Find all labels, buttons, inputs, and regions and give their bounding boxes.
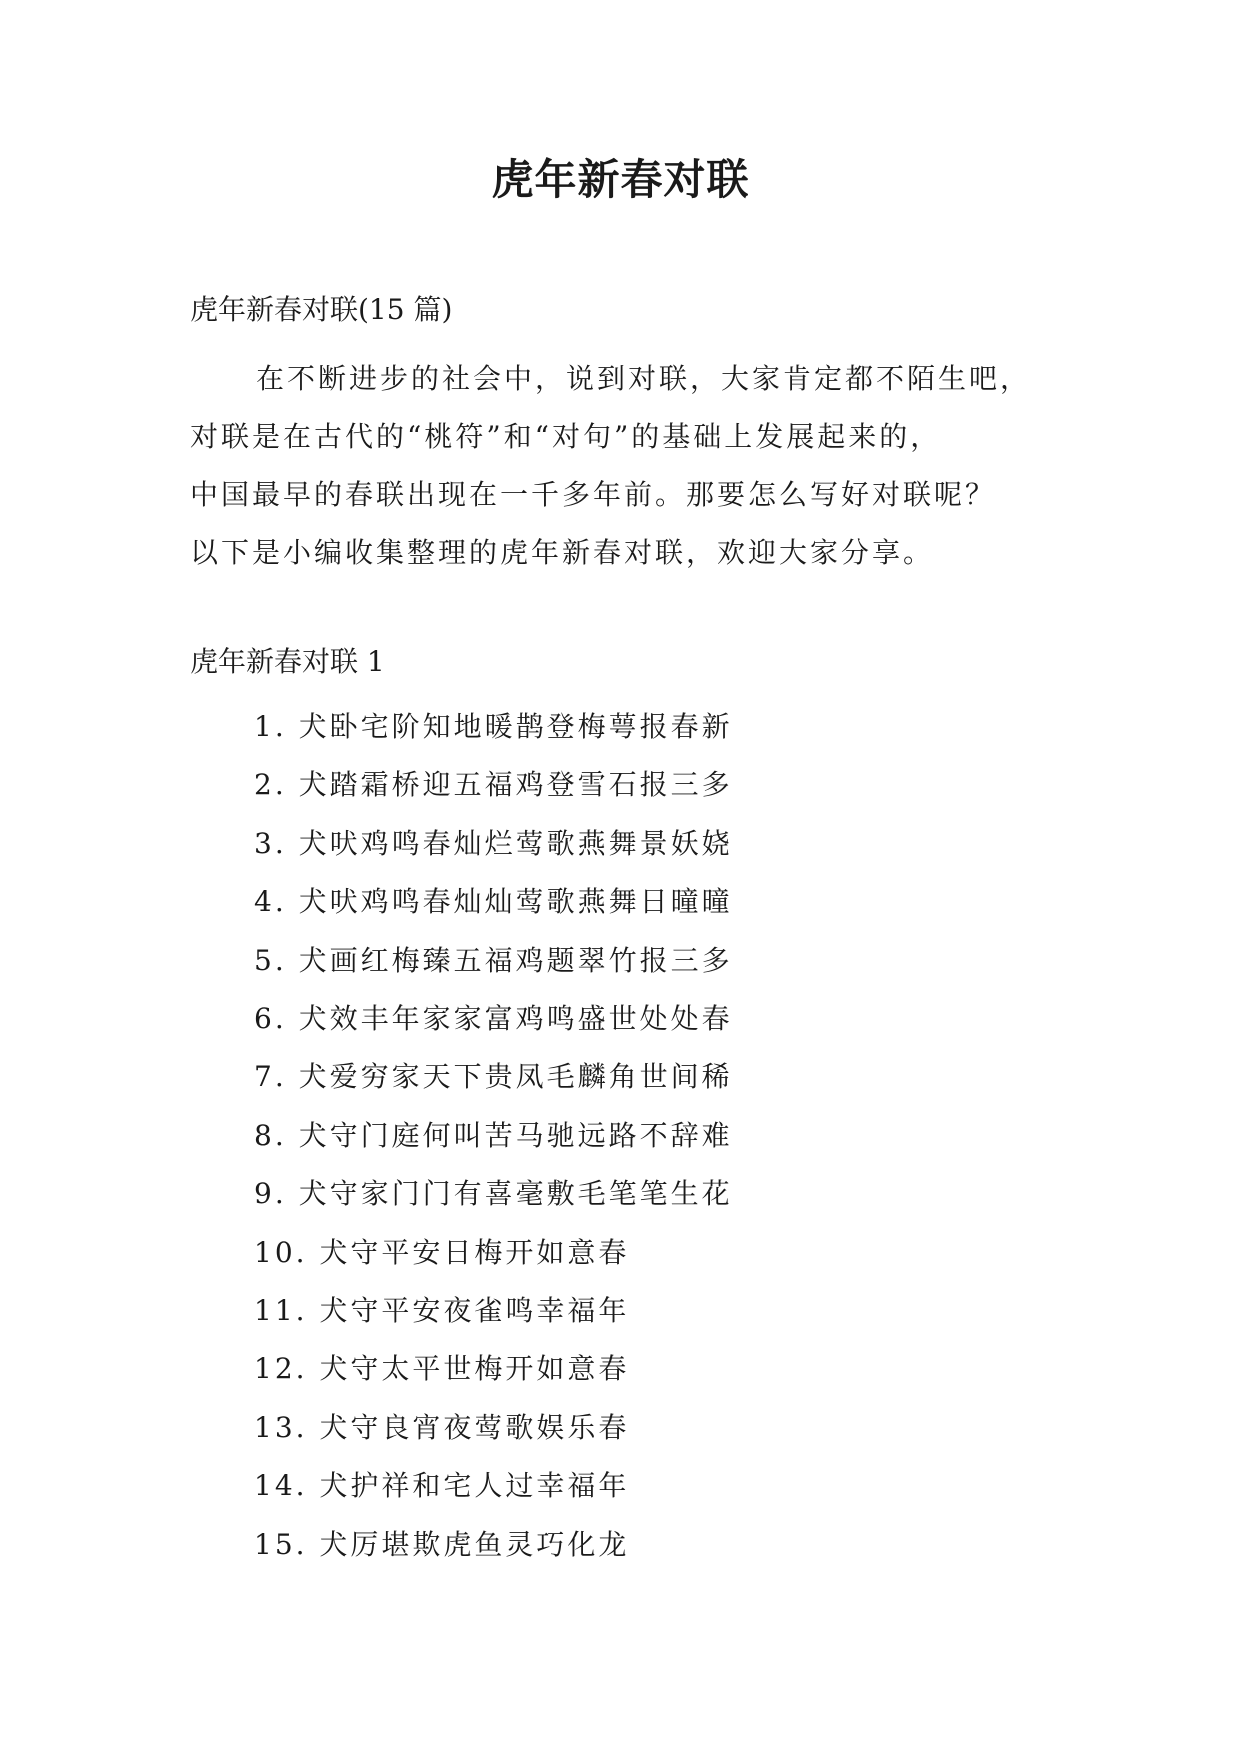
couplet-item: 7. 犬爱穷家天下贵凤毛麟角世间稀 [254,1060,733,1094]
intro-paragraph [190,350,1090,582]
couplet-item: 1. 犬卧宅阶知地暖鹊登梅萼报春新 [254,710,733,743]
couplet-item: 10. 犬守平安日梅开如意春 [254,1235,630,1269]
couplet-item: 4. 犬吠鸡鸣春灿灿莺歌燕舞日曈曈 [254,885,733,919]
couplet-item: 15. 犬厉堪欺虎鱼灵巧化龙 [254,1527,630,1561]
section-heading: 虎年新春对联 1 [190,645,385,678]
couplet-item: 3. 犬吠鸡鸣春灿烂莺歌燕舞景妖娆 [254,826,733,860]
page-title: 虎年新春对联 [491,155,750,204]
intro-line: 在不断进步的社会中，说到对联，大家肯定都不陌生吧， [256,362,1032,395]
couplet-item: 12. 犬守太平世梅开如意春 [254,1352,630,1386]
couplet-item: 9. 犬守家门门有喜毫敷毛笔笔生花 [254,1177,733,1211]
couplet-item: 5. 犬画红梅臻五福鸡题翠竹报三多 [254,943,733,977]
couplet-item: 13. 犬守良宵夜莺歌娱乐春 [254,1410,630,1444]
couplet-item: 14. 犬护祥和宅人过幸福年 [254,1469,630,1503]
couplet-item: 11. 犬守平安夜雀鸣幸福年 [254,1294,630,1328]
couplet-item: 2. 犬踏霜桥迎五福鸡登雪石报三多 [254,768,733,802]
intro-line: 对联是在古代的“桃符”和“对句”的基础上发展起来的， [190,420,942,453]
couplet-item: 6. 犬效丰年家家富鸡鸣盛世处处春 [254,1002,733,1036]
intro-line: 中国最早的春联出现在一千多年前。那要怎么写好对联呢？ [190,478,997,511]
couplet-list [254,698,733,1574]
document-subtitle: 虎年新春对联(15 篇) [190,293,453,326]
intro-line: 以下是小编收集整理的虎年新春对联，欢迎大家分享。 [190,536,935,569]
couplet-item: 8. 犬守门庭何叫苦马驰远路不辞难 [254,1118,733,1152]
